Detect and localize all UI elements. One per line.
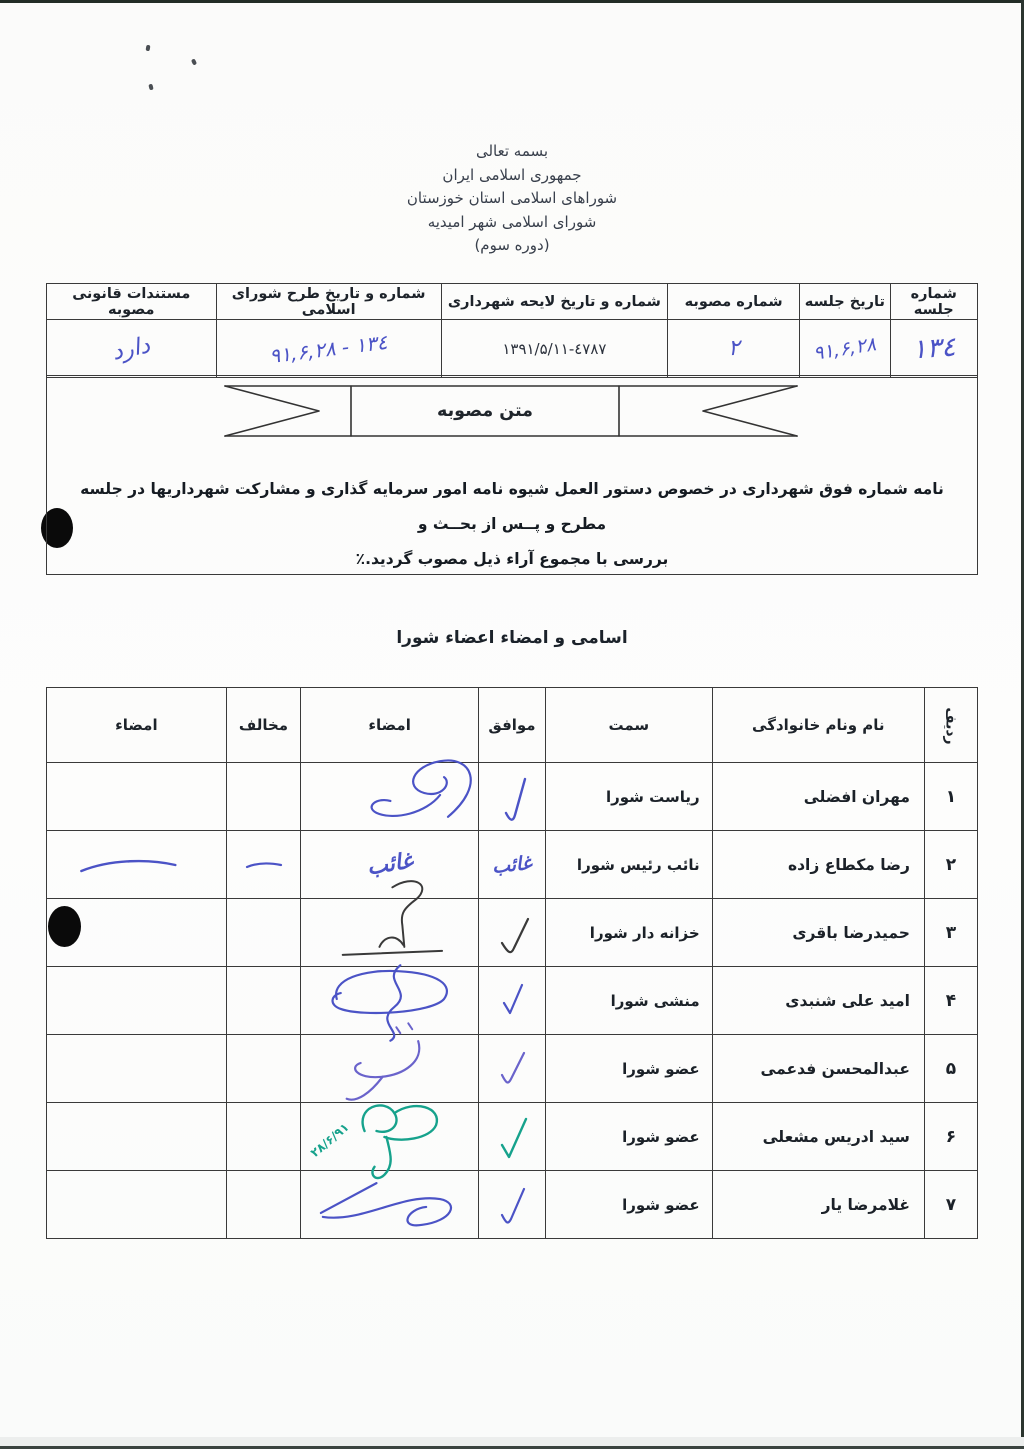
signature-scribble	[301, 747, 478, 842]
opposed-cell	[226, 1103, 300, 1171]
scan-speck	[148, 84, 153, 91]
member-position: منشی شورا	[546, 967, 713, 1035]
member-name: رضا مکطاع زاده	[712, 831, 924, 899]
member-row	[47, 1035, 978, 1103]
letterhead-line-city-council: شورای اسلامی شهر امیدیه	[427, 212, 597, 231]
check-icon	[488, 973, 536, 1029]
scan-edge-top	[0, 0, 1024, 3]
opposed-cell	[226, 899, 300, 967]
opposed-cell	[226, 1035, 300, 1103]
scan-speck	[146, 45, 151, 52]
opposed-cell	[226, 763, 300, 831]
row-number: ۲	[924, 831, 977, 899]
members-table-wrap	[46, 687, 978, 1239]
letterhead	[0, 140, 1024, 258]
agree-cell	[479, 967, 546, 1035]
member-row	[47, 831, 978, 899]
member-position: عضو شورا	[546, 1171, 713, 1239]
header-municipality-bill: شماره و تاریخ لایحه شهرداری	[441, 284, 667, 320]
letterhead-line-besmellah: بسمه تعالی	[475, 142, 549, 160]
signature-date-note: ۲۸/۶/۹۱	[307, 1120, 352, 1160]
value-session-number: ۱۳٤	[890, 320, 978, 378]
member-position: عضو شورا	[546, 1103, 713, 1171]
letterhead-line-republic: جمهوری اسلامی ایران	[442, 165, 582, 184]
members-signature-table	[46, 687, 978, 1239]
resolution-box	[46, 375, 978, 575]
scan-edge-bottom-band	[0, 1437, 1024, 1446]
info-table-value-row	[47, 320, 978, 378]
info-table-wrap	[46, 283, 978, 378]
resolution-text	[71, 472, 953, 577]
check-icon	[488, 1109, 536, 1165]
row-number: ۵	[924, 1035, 977, 1103]
row-number: ۷	[924, 1171, 977, 1239]
resolution-banner-ribbon	[223, 384, 799, 438]
agree-cell	[479, 763, 546, 831]
header-session-date: تاریخ جلسه	[800, 284, 890, 320]
agree-cell	[479, 1035, 546, 1103]
check-icon	[488, 769, 536, 825]
header-legal-documents: مستندات قانونی مصوبه	[47, 284, 217, 320]
header-session-number: شماره جلسه	[890, 284, 978, 320]
check-icon	[488, 1177, 536, 1233]
resolution-info-table	[46, 283, 978, 378]
header-full-name: نام ونام خانوادگی	[712, 688, 924, 763]
member-position: ریاست شورا	[546, 763, 713, 831]
member-row	[47, 899, 978, 967]
value-municipality-bill: ۱۳۹۱/۵/۱۱-٤٧٨٧	[441, 320, 667, 378]
header-agree: موافق	[479, 688, 546, 763]
header-row-number: ردیف	[924, 688, 977, 763]
header-opposed-signature: امضاء	[47, 688, 227, 763]
letterhead-line-term: (دوره سوم)	[474, 236, 550, 254]
value-resolution-number: ۲	[668, 320, 800, 378]
scan-speck	[191, 58, 197, 65]
value-council-plan: ۹۱,۶,۲۸ - ۱۳٤	[216, 320, 441, 378]
member-name: حمیدرضا باقری	[712, 899, 924, 967]
members-section-title: اسامی و امضاء اعضاء شورا	[396, 628, 628, 648]
agree-cell	[479, 1171, 546, 1239]
resolution-text-line1: نامه شماره فوق شهرداری در خصوص دستور العمل شیوه نامه امور سرمایه گذاری و مشارکت شهرداریها در جلسه مطرح و پــس از بحــث و	[80, 480, 944, 533]
agree-cell	[479, 899, 546, 967]
agree-cell	[479, 831, 546, 899]
signature-cell	[301, 763, 479, 831]
member-row	[47, 1171, 978, 1239]
absent-note: غائب	[364, 848, 415, 881]
dash-mark	[47, 815, 226, 910]
value-legal-documents: دارد	[47, 320, 217, 378]
header-signature: امضاء	[301, 688, 479, 763]
resolution-text-line2: بررسی با مجموع آراء ذیل مصوب گردید.٪	[355, 550, 669, 568]
opposed-cell	[226, 831, 300, 899]
agree-cell	[479, 1103, 546, 1171]
value-session-date: ۹۱,۶,۲۸	[800, 320, 890, 378]
member-name: امید علی شنبدی	[712, 967, 924, 1035]
opposed-signature-cell	[47, 967, 227, 1035]
info-table-header-row	[47, 284, 978, 320]
signature-cell	[301, 1171, 479, 1239]
row-number: ۶	[924, 1103, 977, 1171]
member-name: مهران افضلی	[712, 763, 924, 831]
header-resolution-number: شماره مصوبه	[668, 284, 800, 320]
members-header-row	[47, 688, 978, 763]
absent-note: غائب	[491, 851, 533, 878]
member-position: نائب رئیس شورا	[546, 831, 713, 899]
row-number: ۳	[924, 899, 977, 967]
opposed-signature-cell	[47, 1103, 227, 1171]
opposed-signature-cell	[47, 1035, 227, 1103]
opposed-cell	[226, 967, 300, 1035]
member-position: عضو شورا	[546, 1035, 713, 1103]
member-row	[47, 967, 978, 1035]
resolution-banner-title: متن مصوبه	[436, 401, 534, 421]
opposed-signature-cell	[47, 831, 227, 899]
member-name: عبدالمحسن فدعمی	[712, 1035, 924, 1103]
opposed-signature-cell	[47, 899, 227, 967]
dash-mark	[239, 837, 287, 893]
row-number: ۴	[924, 967, 977, 1035]
member-name: سید ادریس مشعلی	[712, 1103, 924, 1171]
member-position: خزانه دار شورا	[546, 899, 713, 967]
header-opposed: مخالف	[226, 688, 300, 763]
check-icon	[488, 905, 536, 961]
header-council-plan: شماره و تاریخ طرح شورای اسلامی	[216, 284, 441, 320]
row-number: ۱	[924, 763, 977, 831]
signature-scribble	[301, 1155, 478, 1250]
opposed-signature-cell	[47, 1171, 227, 1239]
opposed-cell	[226, 1171, 300, 1239]
member-name: غلامرضا یار	[712, 1171, 924, 1239]
member-row	[47, 1103, 978, 1171]
letterhead-line-province-councils: شوراهای اسلامی استان خوزستان	[406, 189, 618, 207]
header-position: سمت	[546, 688, 713, 763]
check-icon	[488, 1041, 536, 1097]
